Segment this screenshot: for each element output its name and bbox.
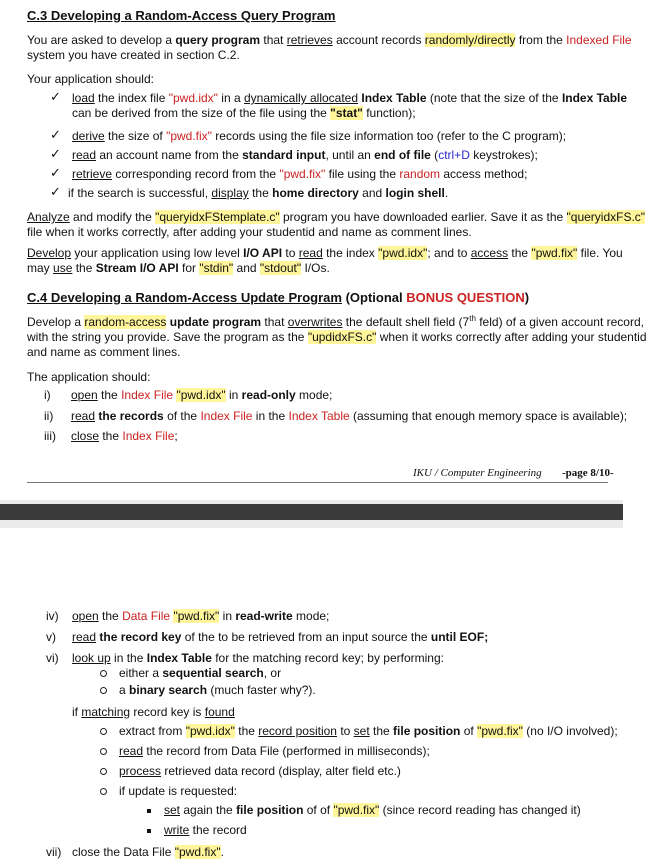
c4-item-iii-number: iii) bbox=[44, 429, 56, 443]
item-v: read the record key of the to be retrieved from an input source the until EOF; bbox=[72, 630, 489, 644]
footer-page-number: -page 8/10- bbox=[562, 467, 614, 479]
c4-item-ii-number: ii) bbox=[44, 409, 54, 423]
item-vi-number: vi) bbox=[46, 651, 59, 665]
c4-item-i: open the Index File "pwd.idx" in read-only mode; bbox=[71, 388, 333, 402]
circle-bullet-icon bbox=[100, 768, 107, 775]
check-icon: ✓ bbox=[50, 184, 61, 199]
c3-intro-line2: system you have created in section C.2. bbox=[27, 48, 240, 62]
circle-bullet-icon bbox=[100, 748, 107, 755]
if-matching-line: if matching record key is found bbox=[72, 705, 235, 719]
c3-bullet-2: derive the size of "pwd.fix" records using the file size information too (refer to the C program); bbox=[72, 129, 567, 143]
square-bullet-icon bbox=[147, 829, 151, 833]
c3-should-label: Your application should: bbox=[27, 72, 154, 86]
item-vi: look up in the Index Table for the matching record key; by performing: bbox=[72, 651, 444, 665]
check-icon: ✓ bbox=[50, 89, 61, 104]
check-icon: ✓ bbox=[50, 165, 61, 180]
circle-bullet-icon bbox=[100, 728, 107, 735]
footer-rule bbox=[27, 482, 608, 483]
item-vi-option-binary: a binary search (much faster why?). bbox=[119, 683, 316, 697]
c4-intro-line2: with the string you provide. Save the program as the "updidxFS.c" when it works correctly after adding your studentid bbox=[27, 330, 647, 344]
c3-bullet-5: if the search is successful, display the home directory and login shell. bbox=[68, 186, 449, 200]
footer-department: IKU / Computer Engineering bbox=[413, 467, 542, 479]
document-page-9 bbox=[0, 528, 623, 857]
c4-item-ii: read the records of the Index File in the Index Table (assuming that enough memory space is available); bbox=[71, 409, 628, 423]
c4-should-label: The application should: bbox=[27, 370, 151, 384]
c3-analyze-line2: file when it works correctly, after adding your studentid and name as comment lines. bbox=[27, 225, 472, 239]
c3-bullet-4: retrieve corresponding record from the "pwd.fix" file using the random access method; bbox=[72, 167, 528, 181]
square-bullet-icon bbox=[147, 809, 151, 813]
section-c3-heading: C.3 Developing a Random-Access Query Program bbox=[27, 8, 336, 23]
c3-intro-line1: You are asked to develop a query program that retrieves account records randomly/directly from the Indexed File bbox=[27, 33, 632, 47]
circle-bullet-icon bbox=[100, 670, 107, 677]
circle-bullet-icon bbox=[100, 687, 107, 694]
update-step-set: set again the file position of of "pwd.fix" (since record reading has changed it) bbox=[164, 803, 581, 817]
item-vii: close the Data File "pwd.fix". bbox=[72, 845, 224, 859]
item-iv-number: iv) bbox=[46, 609, 59, 623]
match-step-extract: extract from "pwd.idx" the record position to set the file position of "pwd.fix" (no I/O involved); bbox=[119, 724, 618, 738]
c3-bullet-3: read an account name from the standard input, until an end of file (ctrl+D keystrokes); bbox=[72, 148, 538, 162]
section-c4-heading: C.4 Developing a Random-Access Update Program (Optional BONUS QUESTION) bbox=[27, 290, 530, 305]
c4-intro-line1: Develop a random-access update program that overwrites the default shell field (7th feld) of a given account record, bbox=[27, 314, 644, 329]
c3-develop-line1: Develop your application using low level I/O API to read the index "pwd.idx"; and to access the "pwd.fix" file. You bbox=[27, 246, 623, 260]
match-step-read: read the record from Data File (performed in milliseconds); bbox=[119, 744, 430, 758]
update-step-write: write the record bbox=[164, 823, 247, 837]
c4-intro-line3: and name as comment lines. bbox=[27, 345, 181, 359]
c3-bullet-1: load the index file "pwd.idx" in a dynamically allocated Index Table (note that the size of the Index Table bbox=[72, 91, 628, 105]
item-v-number: v) bbox=[46, 630, 56, 644]
item-vi-option-sequential: either a sequential search, or bbox=[119, 666, 282, 680]
c3-analyze-line1: Analyze and modify the "queryidxFStemplate.c" program you have downloaded earlier. Save it as the "queryidxFS.c" bbox=[27, 210, 646, 224]
page-separator bbox=[0, 500, 623, 528]
check-icon: ✓ bbox=[50, 127, 61, 142]
check-icon: ✓ bbox=[50, 146, 61, 161]
c4-item-i-number: i) bbox=[44, 388, 51, 402]
match-step-update: if update is requested: bbox=[119, 784, 238, 798]
c4-item-iii: close the Index File; bbox=[71, 429, 178, 443]
c3-bullet-1-line2: can be derived from the size of the file using the "stat" function); bbox=[72, 106, 416, 120]
item-iv: open the Data File "pwd.fix" in read-write mode; bbox=[72, 609, 330, 623]
c3-develop-line2: may use the Stream I/O API for "stdin" and "stdout" I/Os. bbox=[27, 261, 330, 275]
item-vii-number: vii) bbox=[46, 845, 62, 859]
circle-bullet-icon bbox=[100, 788, 107, 795]
match-step-process: process retrieved data record (display, alter field etc.) bbox=[119, 764, 401, 778]
